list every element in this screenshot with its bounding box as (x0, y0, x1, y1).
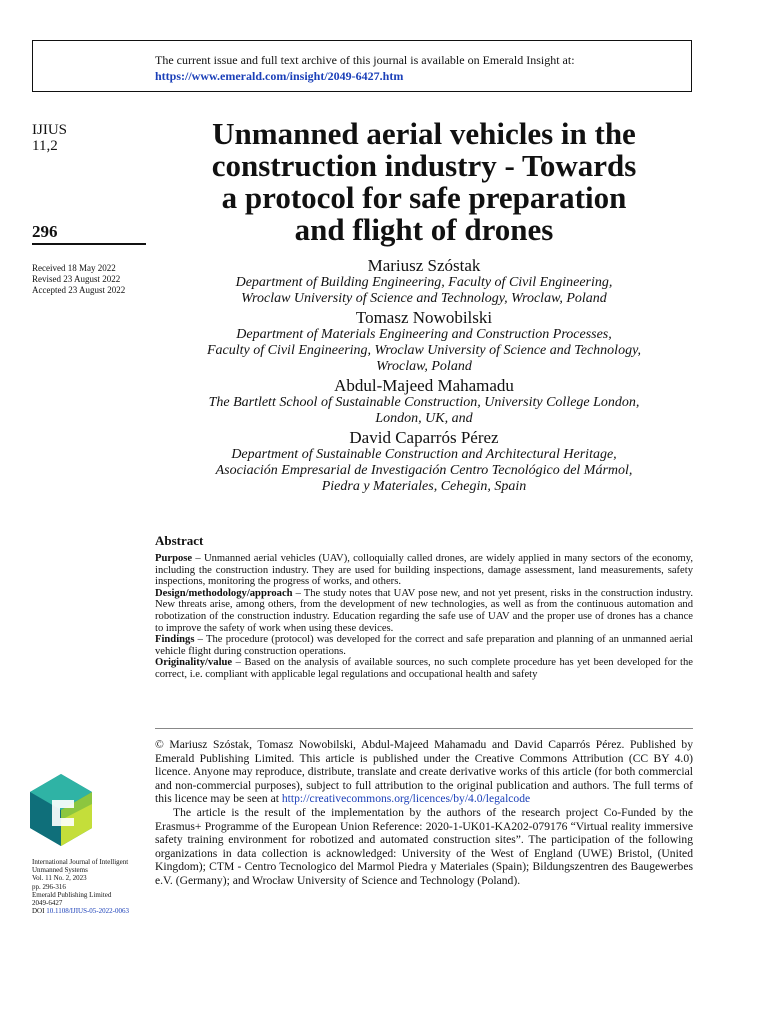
abstract-findings (155, 634, 693, 657)
doi (32, 907, 129, 915)
purpose-text: – Unmanned aerial vehicles (UAV), colloquially called drones, are widely applied in many sectors of the economy, including the construction industry. They are used for building inspections, damage assessment, land measurements, safety inspections, monitoring the progress of works, and others. (155, 553, 693, 588)
affiliation-line: Asociación Empresarial de Investigación Centro Tecnológico del Mármol, (215, 463, 633, 478)
author-affiliation (155, 447, 693, 495)
affiliation-line: Department of Building Engineering, Faculty of Civil Engineering, (235, 275, 613, 290)
purpose-label: Purpose (155, 553, 193, 564)
title-line: and flight of drones (294, 212, 554, 247)
originality-label: Originality/value (155, 657, 233, 669)
journal-code (32, 122, 67, 154)
license-link[interactable]: http://creativecommons.org/licences/by/4.0/legalcode (281, 792, 531, 806)
abstract-heading: Abstract (155, 533, 204, 548)
originality-text: – Based on the analysis of available sources, no such complete procedure has yet been developed for the correct, i.e. compliant with applicable legal regulations and occupational health and safety (155, 657, 693, 680)
journal-abbrev: IJIUS (32, 122, 68, 138)
journal-name: Unmanned Systems (32, 866, 88, 875)
design-text: – The study notes that UAV pose new, and not yet present, risks in the construction industry. New threats arise, among others, from the development of new technologies, as well as from the continuous automation and robotization of the construction industry. Education regarding the safe use of UAV and the proper use of drones has a chance to improve the safety of work when using these devices. (155, 587, 693, 634)
author-name: David Caparrós Pérez (349, 428, 499, 447)
archive-notice-link[interactable]: https://www.emerald.com/insight/2049-6427.htm (155, 69, 404, 83)
page-number: 296 (32, 222, 58, 241)
article-title (155, 118, 693, 246)
abstract-design (155, 588, 693, 634)
title-line: Unmanned aerial vehicles in the (212, 116, 636, 151)
journal-footer (32, 858, 129, 915)
journal-name: International Journal of Intelligent (32, 858, 129, 866)
license-section (155, 738, 693, 888)
abstract-section (155, 533, 693, 681)
publisher: Emerald Publishing Limited (32, 890, 112, 899)
license-text (155, 738, 693, 806)
funding-text: The article is the result of the implementation by the authors of the research project Co-Funded by the Erasmus+ Programme of the European Union Reference: 2020-1-UK01-KA202-079176 “Virtual reality immersive safety training environment for robotized and automated construction sites”. The participation of the following organizations in data collection is acknowledged: University of the West of England (UWE) Bristol, (United Kingdom); CTM - Centro Tecnologico del Marmol Piedra y Materiales (Spain); Bildungszentren des Baugewerbes e.V. (Germany); and Wrocław University of Science and Technology (Poland). (155, 805, 693, 887)
journal-volume: Vol. 11 No. 2, 2023 (32, 874, 87, 883)
license-divider (155, 728, 693, 729)
affiliation-line: The Bartlett School of Sustainable Construction, University College London, (208, 395, 640, 410)
article-dates (32, 263, 125, 296)
doi-label: DOI (32, 907, 47, 916)
author-list (155, 256, 693, 496)
archive-notice-box (32, 40, 692, 92)
author-name: Abdul-Majeed Mahamadu (334, 376, 514, 395)
findings-text: – The procedure (protocol) was developed for the correct and safe preparation and planning of an unmanned aerial vehicle flight during construction operations. (155, 634, 693, 657)
issn: 2049-6427 (32, 899, 63, 908)
journal-volume-issue: 11,2 (32, 138, 58, 154)
affiliation-line: Faculty of Civil Engineering, Wroclaw University of Science and Technology, (206, 343, 642, 358)
revised-date: Revised 23 August 2022 (32, 274, 121, 284)
author-affiliation (155, 275, 693, 307)
affiliation-line: Department of Sustainable Construction and Architectural Heritage, (231, 447, 617, 462)
license-statement: © Mariusz Szóstak, Tomasz Nowobilski, Abdul-Majeed Mahamadu and David Caparrós Pérez. Published by Emerald Publishing Limited. This article is published under the Creative Commons Attribution (CC BY 4.0) licence. Anyone may reproduce, distribute, translate and create derivative works of this article (for both commercial and non-commercial purposes), subject to full attribution to the original publication and authors. The full terms of this licence may be seen at (155, 738, 693, 806)
findings-label: Findings (155, 634, 195, 646)
page-range: pp. 296-316 (32, 882, 66, 891)
title-line: a protocol for safe preparation (221, 180, 627, 215)
abstract-purpose (155, 553, 693, 588)
affiliation-line: Wroclaw University of Science and Technology, Wroclaw, Poland (241, 291, 607, 306)
received-date: Received 18 May 2022 (32, 263, 116, 273)
author-name: Tomasz Nowobilski (355, 308, 493, 327)
accepted-date: Accepted 23 August 2022 (32, 285, 126, 295)
left-rule-divider (32, 243, 146, 245)
design-label: Design/methodology/approach (155, 587, 293, 599)
title-line: construction industry - Towards (211, 148, 637, 183)
affiliation-line: Department of Materials Engineering and Construction Processes, (236, 327, 612, 342)
affiliation-line: London, UK, and (375, 411, 473, 426)
affiliation-line: Piedra y Materiales, Cehegin, Spain (321, 479, 527, 494)
affiliation-line: Wroclaw, Poland (376, 359, 472, 374)
author-affiliation (155, 327, 693, 375)
abstract-originality (155, 657, 693, 680)
emerald-logo-icon (30, 774, 92, 846)
archive-notice-text: The current issue and full text archive of this journal is available on Emerald Insight at: (155, 53, 575, 67)
doi-link[interactable]: 10.1108/IJIUS-05-2022-0063 (46, 907, 129, 916)
author-name: Mariusz Szóstak (367, 256, 481, 275)
author-affiliation (155, 395, 693, 427)
